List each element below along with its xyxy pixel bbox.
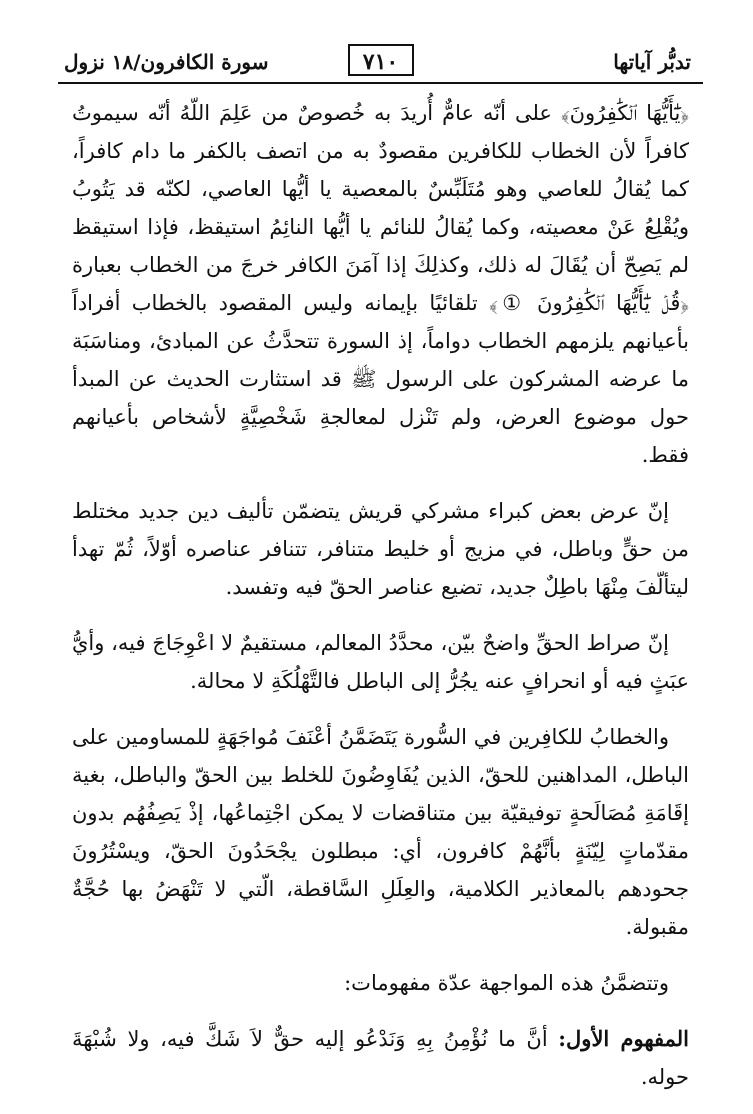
concept-label: المفهوم الأول: — [558, 1026, 690, 1051]
paragraph-4: والخطابُ للكافِرين في السُّورة يَتَضَمَّنُ أعْنَفَ مُواجَهَةٍ للمساومين على الباطل، المداهنين للحقّ، الذين يُفَاوِضُونَ للخلط بين الحقّ والباطل، بغية إقَامَةِ مُصَالَحةٍ توفيقيّة بين متناقضات لا يمكن اجْتِماعُها، إذْ يَصِفُهُم بدون مقدّماتٍ لِيّنَةٍ بأنَّهُمْ كافرون، أي: مبطلون يجْحَدُونَ الحقّ، ويسْتُرُونَ جحودهم بالمعاذير الكلامية، والعِلَلِ السَّاقطة، الّتي لا تَنْهَضُ بها حُجَّةٌ مقبولة. — [72, 725, 689, 939]
header-rule — [58, 82, 703, 84]
book-title: تدبُّر آياتها — [613, 50, 691, 74]
surah-info: سورة الكافرون/١٨ نزول — [64, 50, 269, 74]
page-number: ٧١٠ — [348, 44, 414, 76]
paragraph-5: وتتضمَّنُ هذه المواجهة عدّة مفهومات: — [344, 971, 669, 995]
concept-text: أنَّ ما نُؤْمِنُ بِهِ وَنَدْعُو إليه حقٌّ لاَ شَكَّ فيه، ولا شُبْهَةَ حوله. — [72, 1027, 689, 1089]
concept-paragraph — [72, 1020, 689, 1096]
page-body — [72, 94, 689, 1114]
paragraph-3: إنّ صراط الحقِّ واضحٌ بيّن، محدَّدُ المعالم، مستقيمٌ لا اعْوِجَاجَ فيه، وأيُّ عبَثٍ فيه أو انحرافٍ عنه يجُرُّ إلى الباطل فالتَّهْلُكَةِ لا محالة. — [72, 631, 689, 693]
page-header — [58, 44, 703, 84]
paragraph-1: ﴿يَٰٓأَيُّهَا ٱلۡكَٰفِرُونَ﴾ على أنّه عامٌّ أُريدَ به خُصوصٌ من عَلِمَ اللّهُ أنّه سيموتُ كافراً لأن الخطاب للكافرين مقصودٌ به من اتصف بالكفر ما دام كافراً، كما يُقالُ للعاصي وهو مُتَلَبِّسٌ بالمعصية يا أيُّها العاصي، لكنّه قد يَتُوبُ ويُقْلِعُ عَنْ معصيته، وكما يُقالُ للنائم يا أيُّها النائِمُ استيقظ، فإذا استيقظ لم يَصِحّ أن يُقَالَ له ذلك، وكذلِكَ إذا آمَنَ الكافر خرجَ من الخطاب بعبارة ﴿قُلۡ يَٰٓأَيُّهَا ٱلۡكَٰفِرُونَ ①﴾ تلقائيًا بإيمانه وليس المقصود بالخطاب أفراداً بأعيانهم يلزمهم الخطاب دواماً، إذ السورة تتحدَّثُ عن المبادئ، ومناسَبَة ما عرضه المشركون على الرسول ﷺ قد استثارت الحديث عن المبدأ حول موضوع العرض، ولم تَنْزل لمعالجةِ شَخْصِيَّةٍ لأشخاص بأعيانهم فقط. — [72, 101, 689, 467]
paragraph-2: إنّ عرض بعض كبراء مشركي قريش يتضمّن تأليف دين جديد مختلط من حقٍّ وباطل، في مزيج أو خليط متنافر، تتنافر عناصره أوّلاً، ثُمّ تهدأ ليتألّفَ مِنْهَا باطِلٌ جديد، تضيع عناصر الحقّ فيه وتفسد. — [72, 499, 689, 599]
